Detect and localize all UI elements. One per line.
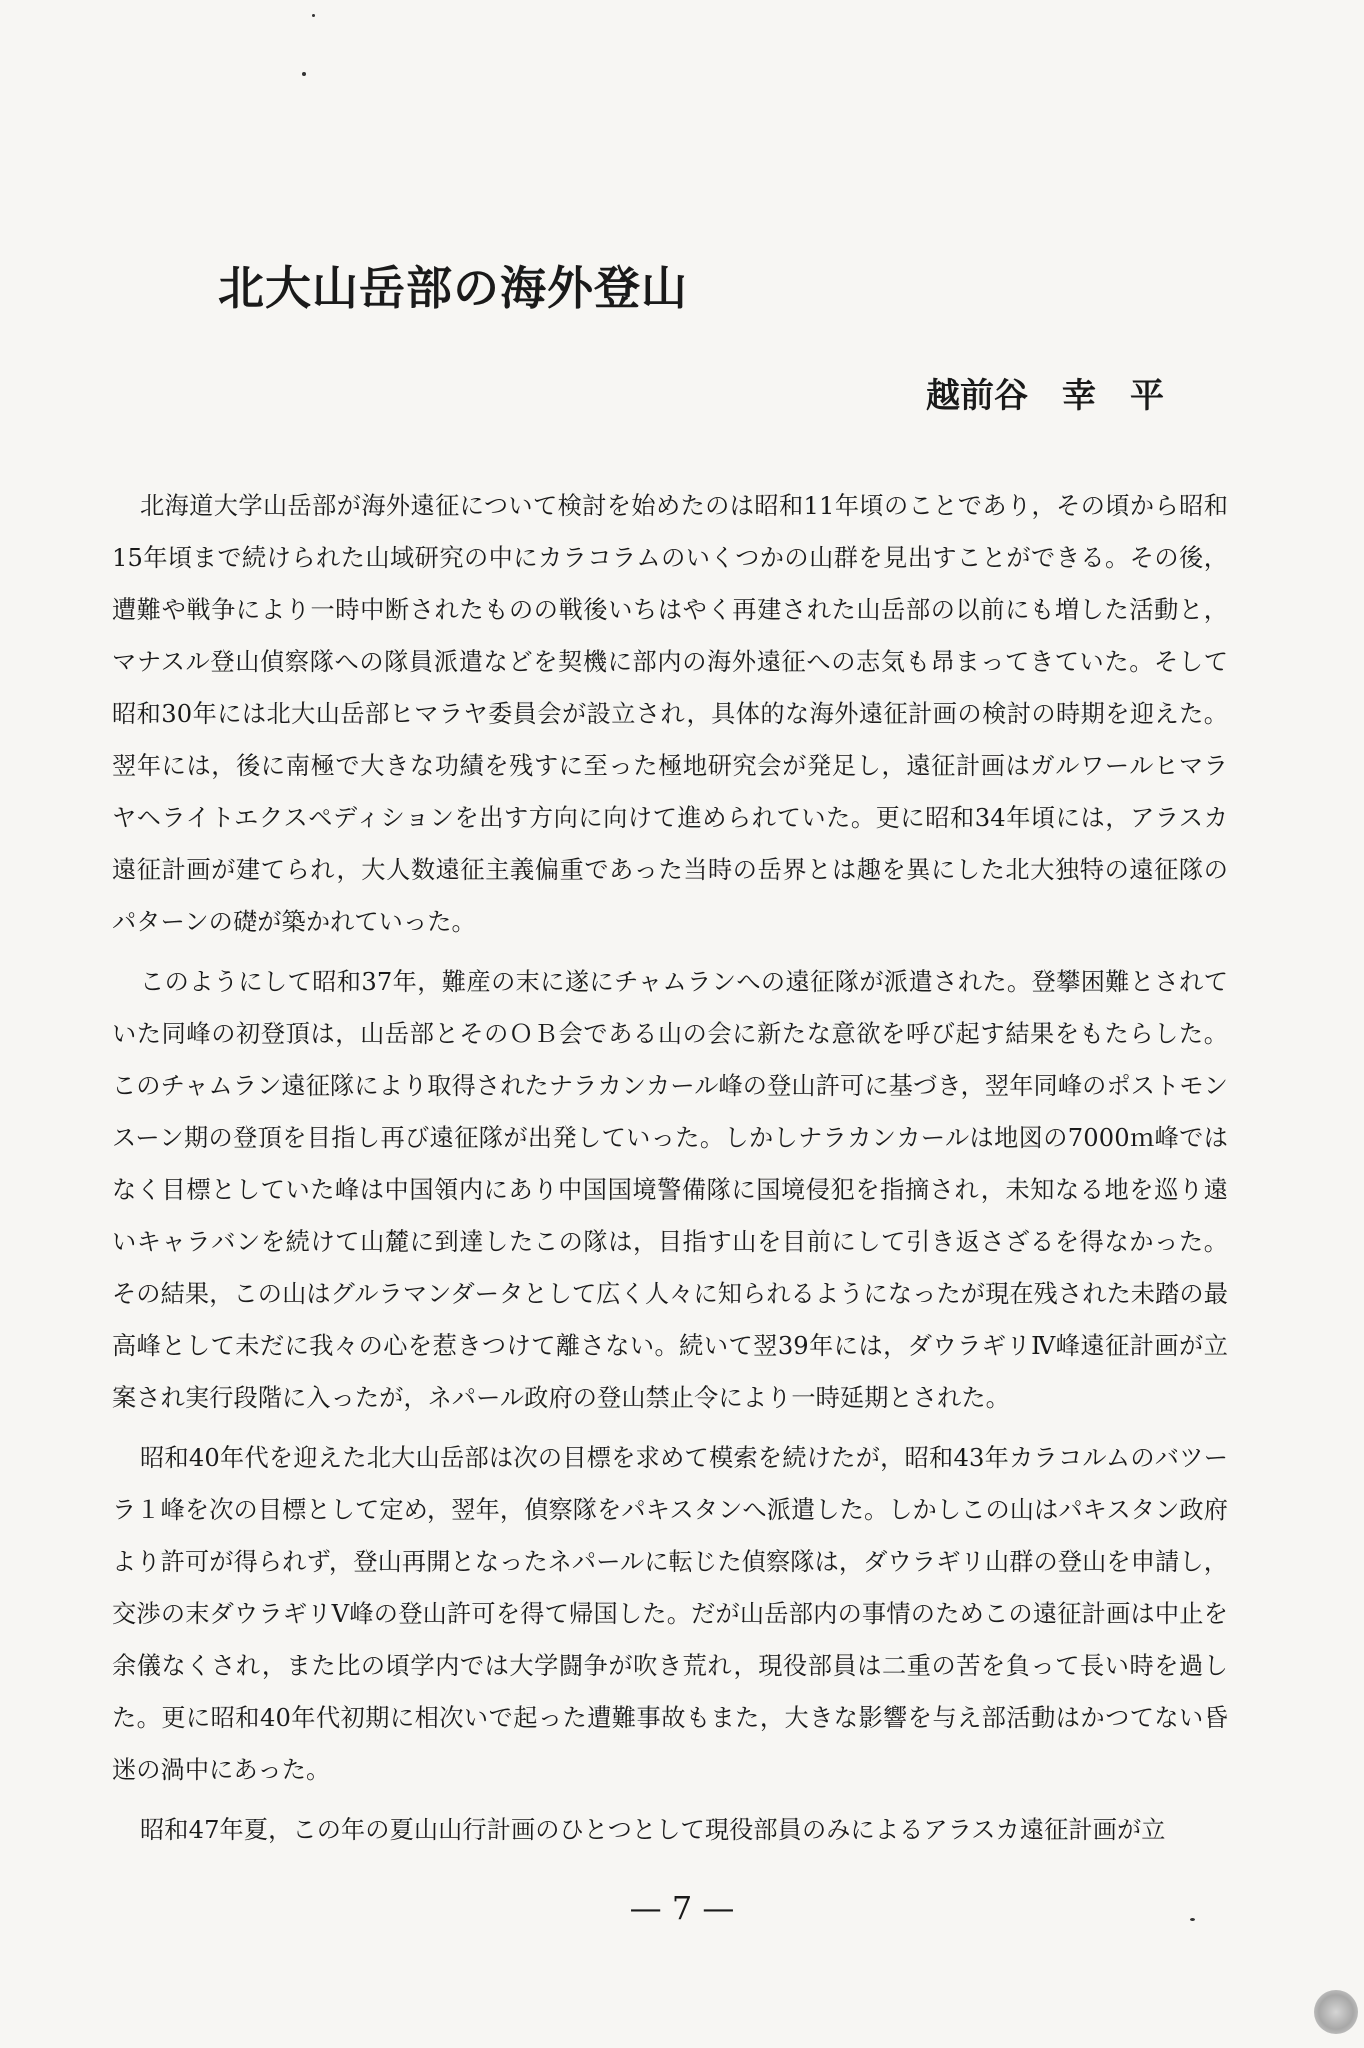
paragraph: 北海道大学山岳部が海外遠征について検討を始めたのは昭和11年頃のことであり，その頃から昭和15年頃まで続けられた山域研究の中にカラコラムのいくつかの山群を見出すことができる。その後，遭難や戦争により一時中断されたものの戦後いちはやく再建された山岳部の以前にも増した活動と，マナスル登山偵察隊への隊員派遣などを契機に部内の海外遠征への志気も昂まってきていた。そして昭和30年には北大山岳部ヒマラヤ委員会が設立され，具体的な海外遠征計画の検討の時期を迎えた。翌年には，後に南極で大きな功績を残すに至った極地研究会が発足し，遠征計画はガルワールヒマラヤヘライトエクスペディションを出す方向に向けて進められていた。更に昭和34年頃には，アラスカ遠征計画が建てられ，大人数遠征主義偏重であった当時の岳界とは趣を異にした北大独特の遠征隊のパターンの礎が築かれていった。 [112,492,1228,936]
page-number: — 7 — [629,1889,735,1927]
dust-speck [312,14,315,17]
dust-speck [302,72,306,76]
article-title: 北大山岳部の海外登山 [218,261,688,315]
paragraph: このようにして昭和37年，難産の末に遂にチャムランへの遠征隊が派遣された。登攀困難とされていた同峰の初登頂は，山岳部とそのＯＢ会である山の会に新たな意欲を呼び起す結果をもたらした。このチャムラン遠征隊により取得されたナラカンカール峰の登山許可に基づき，翌年同峰のポストモンスーン期の登頂を目指し再び遠征隊が出発していった。しかしナラカンカールは地図の7000ｍ峰ではなく目標としていた峰は中国領内にあり中国国境警備隊に国境侵犯を指摘され，未知なる地を巡り遠いキャラバンを続けて山麓に到達したこの隊は，目指す山を目前にして引き返さざるを得なかった。その結果，この山はグルラマンダータとして広く人々に知られるようになったが現在残された未踏の最高峰として未だに我々の心を惹きつけて離さない。続いて翌39年には，ダウラギリⅣ峰遠征計画が立案され実行段階に入ったが，ネパール政府の登山禁止令により一時延期とされた。 [112,968,1228,1412]
author-name: 越前谷 幸 平 [926,376,1164,416]
article-body [112,480,1228,1864]
library-stamp-icon [1314,1990,1358,2034]
paragraph: 昭和47年夏，この年の夏山山行計画のひとつとして現役部員のみによるアラスカ遠征計画が立 [140,1816,1166,1844]
paragraph: 昭和40年代を迎えた北大山岳部は次の目標を求めて模索を続けたが，昭和43年カラコルムのバツーラ１峰を次の目標として定め，翌年，偵察隊をパキスタンへ派遣した。しかしこの山はパキスタン政府より許可が得られず，登山再開となったネパールに転じた偵察隊は，ダウラギリ山群の登山を申請し，交渉の末ダウラギリⅤ峰の登山許可を得て帰国した。だが山岳部内の事情のためこの遠征計画は中止を余儀なくされ，また比の頃学内では大学闘争が吹き荒れ，現役部員は二重の苦を負って長い時を過した。更に昭和40年代初期に相次いで起った遭難事故もまた，大きな影響を与え部活動はかつてない昏迷の渦中にあった。 [112,1444,1228,1784]
